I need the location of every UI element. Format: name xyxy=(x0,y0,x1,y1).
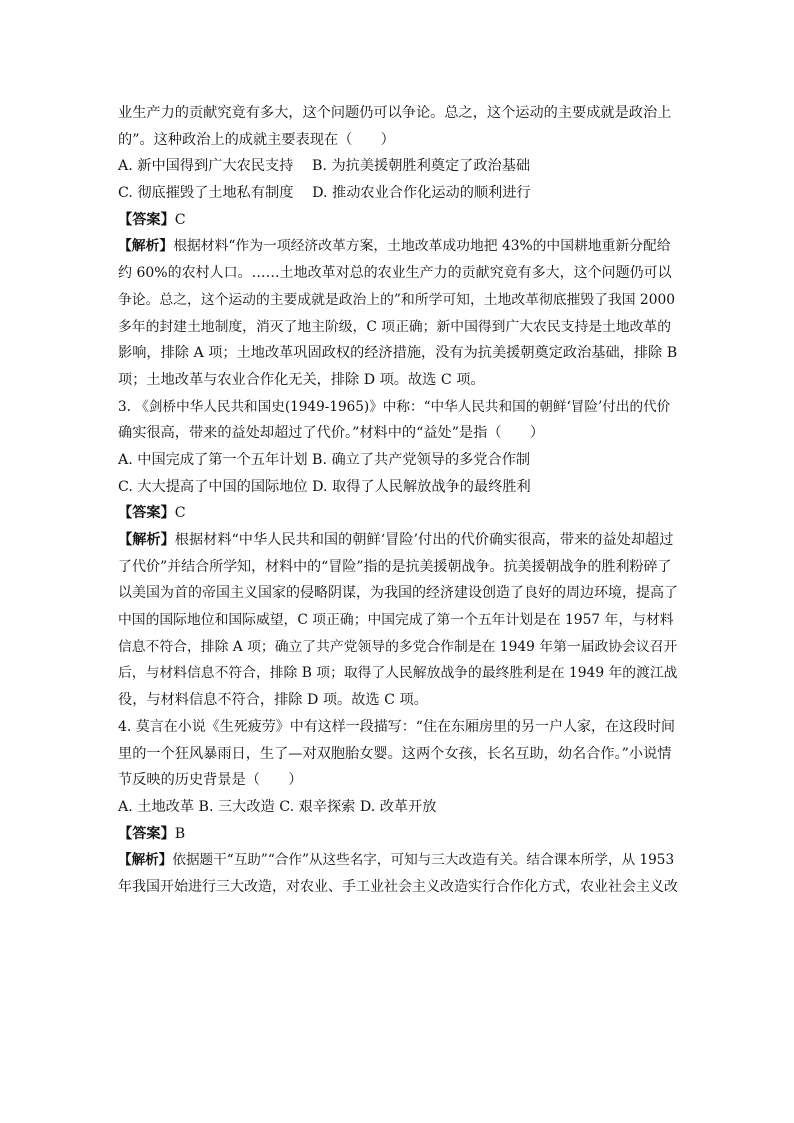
document-page xyxy=(118,100,678,901)
analysis-line: 役，与材料信息不符合，排除 D 项。故选 C 项。 xyxy=(118,692,428,709)
analysis-line: 项；土地改革与农业合作化无关，排除 D 项。故选 C 项。 xyxy=(118,371,485,388)
answer-label: 【答案】 xyxy=(118,211,175,228)
analysis-line: 了代价”并结合所学知，材料中的“冒险”指的是抗美援朝战争。抗美援朝战争的胜利粉碎了 xyxy=(118,558,672,575)
question-stem-line: 业生产力的贡献究竟有多大，这个问题仍可以争论。总之，这个运动的主要成就是政治上 xyxy=(118,105,672,121)
question-stem-line: 3. 《剑桥中华人民共和国史(1949-1965)》中称：“中华人民共和国的朝鲜‘冒险’付出的代价 xyxy=(118,398,671,415)
option-line: A. 新中国得到广大农民支持 B. 为抗美援朝胜利奠定了政治基础 xyxy=(118,158,531,175)
analysis-line: 影响，排除 A 项；土地改革巩固政权的经济措施，没有为抗美援朝奠定政治基础，排除 B xyxy=(118,345,678,362)
question-stem-line: 节反映的历史背景是（ ） xyxy=(118,772,303,789)
option-line: C. 彻底摧毁了土地私有制度 D. 推动农业合作化运动的顺利进行 xyxy=(118,185,531,202)
analysis-line: 后，与材料信息不符合，排除 B 项；取得了人民解放战争的最终胜利是在 1949 年的渡江战 xyxy=(118,665,678,682)
analysis-line: 争论。总之，这个运动的主要成就是政治上的”和所学可知，土地改革彻底摧毁了我国 2000 xyxy=(118,291,676,308)
question-4 xyxy=(118,714,678,901)
answer-line xyxy=(118,207,678,234)
question-stem-line: 确实很高，带来的益处却超过了代价。”材料中的“益处”是指（ ） xyxy=(118,425,545,442)
analysis-line: 多年的封建土地制度，消灭了地主阶级，C 项正确；新中国得到广大农民支持是土地改革的 xyxy=(118,318,672,335)
analysis-label: 【解析】 xyxy=(118,238,174,255)
option-line: A. 土地改革 B. 三大改造 C. 艰辛探索 D. 改革开放 xyxy=(118,798,437,815)
analysis-line: 中国的国际地位和国际威望，C 项正确；中国完成了第一个五年计划是在 1957 年，与材料 xyxy=(118,612,674,629)
analysis-line: 年我国开始进行三大改造，对农业、手工业社会主义改造实行合作化方式，农业社会主义改 xyxy=(118,878,678,895)
answer-line xyxy=(118,500,678,527)
analysis-line: 【解析】依据题干“互助”“合作”从这些名字，可知与三大改造有关。结合课本所学，从 1953 xyxy=(118,852,675,869)
answer-label: 【答案】 xyxy=(118,825,175,842)
analysis-label: 【解析】 xyxy=(118,852,173,869)
analysis-line: 信息不符合，排除 A 项；确立了共产党领导的多党合作制是在 1949 年第一届政协会议召开 xyxy=(118,638,678,655)
question-stem-line: 4. 莫言在小说《生死疲劳》中有这样一段描写：“住在东厢房里的另一户人家，在这段时间 xyxy=(118,718,675,735)
analysis-label: 【解析】 xyxy=(118,532,175,548)
question-2 xyxy=(118,100,678,394)
answer-value: C xyxy=(174,505,186,522)
answer-label: 【答案】 xyxy=(118,505,175,522)
option-line: A. 中国完成了第一个五年计划 B. 确立了共产党领导的多党合作制 xyxy=(118,451,531,468)
analysis-line: 约 60%的农村人口。……土地改革对总的农业生产力的贡献究竟有多大，这个问题仍可以 xyxy=(118,265,672,282)
answer-value: B xyxy=(174,825,186,842)
question-stem-line: 的”。这种政治上的成就主要表现在（ ） xyxy=(118,131,395,148)
analysis-line: 【解析】根据材料“作为一项经济改革方案，土地改革成功地把 43%的中国耕地重新分配给 xyxy=(118,238,671,255)
option-line: C. 大大提高了中国的国际地位 D. 取得了人民解放战争的最终胜利 xyxy=(118,478,531,495)
question-3 xyxy=(118,394,678,714)
answer-line xyxy=(118,821,678,848)
answer-value: C xyxy=(174,211,186,228)
analysis-line: 以美国为首的帝国主义国家的侵略阴谋，为我国的经济建设创造了良好的周边环境，提高了 xyxy=(118,585,678,602)
analysis-line: 【解析】根据材料“中华人民共和国的朝鲜‘冒险’付出的代价确实很高，带来的益处却超过 xyxy=(118,532,674,548)
question-stem-line: 里的一个狂风暴雨日，生了—对双胞胎女婴。这两个女孩，长名互助，幼名合作。”小说情 xyxy=(118,745,672,762)
